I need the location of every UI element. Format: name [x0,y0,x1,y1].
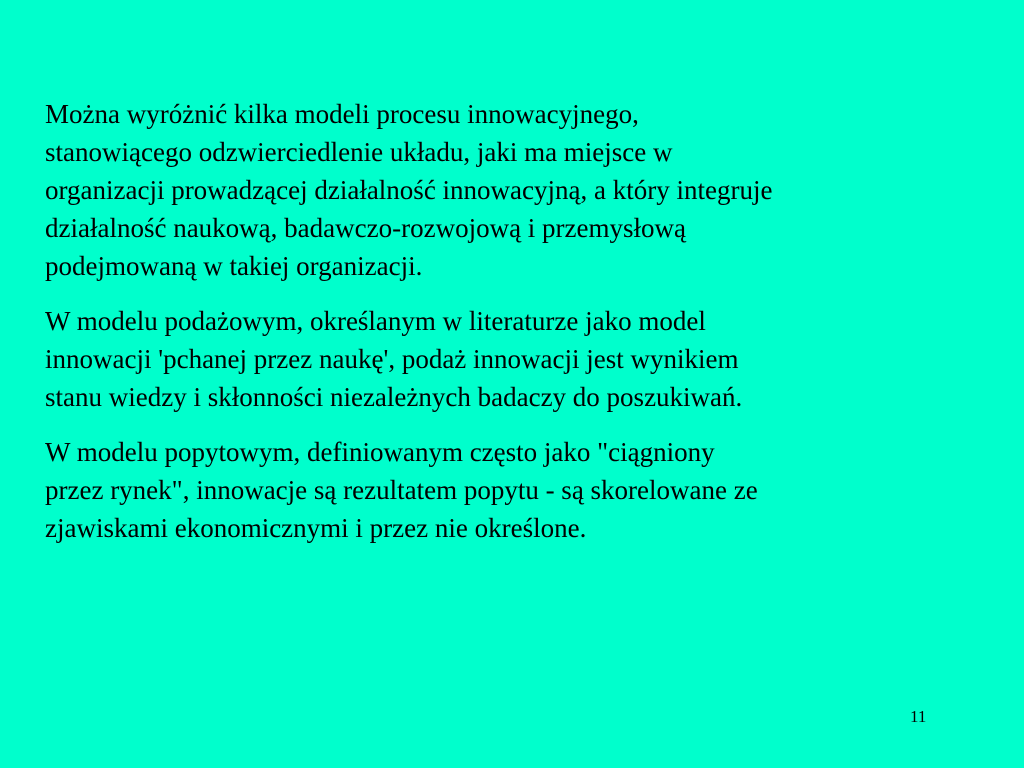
paragraph-3-line-1: W modelu popytowym, definiowanym często jako "ciągniony [45,437,715,467]
slide-body [45,95,980,564]
page-number: 11 [910,707,927,726]
paragraph-1-line-1: Można wyróżnić kilka modeli procesu innowacyjnego, [45,99,639,129]
paragraph-1-line-3: organizacji prowadzącej działalność innowacyjną, a który integruje [45,175,773,205]
paragraph-1 [45,95,980,285]
paragraph-2-line-1: W modelu podażowym, określanym w literaturze jako model [45,306,706,336]
paragraph-2-line-3: stanu wiedzy i skłonności niezależnych badaczy do poszukiwań. [45,382,743,412]
paragraph-1-line-5: podejmowaną w takiej organizacji. [45,251,423,281]
paragraph-3-line-2: przez rynek", innowacje są rezultatem popytu - są skorelowane ze [45,475,758,505]
paragraph-2 [45,302,980,416]
paragraph-1-line-2: stanowiącego odzwierciedlenie układu, jaki ma miejsce w [45,137,673,167]
paragraph-1-line-4: działalność naukową, badawczo-rozwojową i przemysłową [45,213,686,243]
paragraph-3-line-3: zjawiskami ekonomicznymi i przez nie określone. [45,513,587,543]
paragraph-2-line-2: innowacji 'pchanej przez naukę', podaż innowacji jest wynikiem [45,344,739,374]
paragraph-3 [45,433,980,547]
